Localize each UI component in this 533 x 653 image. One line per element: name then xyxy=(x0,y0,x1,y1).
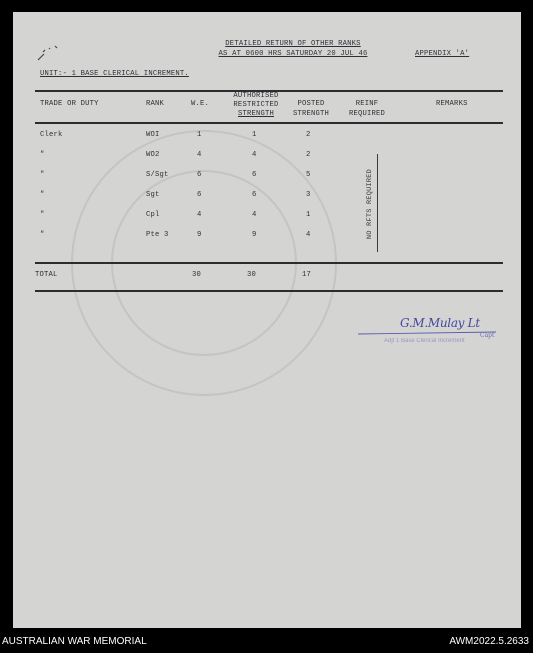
pen-mark xyxy=(35,42,65,64)
header-trade: TRADE OR DUTY xyxy=(40,100,99,108)
cell-trade: " xyxy=(40,231,45,239)
cell-auth: 6 xyxy=(252,171,257,179)
signature-script: G.M.Mulay Lt xyxy=(400,316,480,330)
total-posted: 17 xyxy=(302,271,312,279)
cell-trade: " xyxy=(40,191,45,199)
cell-posted: 5 xyxy=(306,171,311,179)
header-posted2: STRENGTH xyxy=(292,110,330,118)
cell-auth: 1 xyxy=(252,131,257,139)
cell-rank: Pte 3 xyxy=(146,231,169,239)
cell-we: 1 xyxy=(197,131,202,139)
header-rank: RANK xyxy=(146,100,165,108)
reinf-note: NO RFTS REQUIRED xyxy=(366,168,374,240)
cell-auth: 4 xyxy=(252,211,257,219)
cell-trade: " xyxy=(40,171,45,179)
header-auth3: STRENGTH xyxy=(237,110,275,118)
header-auth1: AUTHORISED xyxy=(233,92,279,100)
document-page xyxy=(13,12,521,628)
cell-we: 9 xyxy=(197,231,202,239)
signature-suffix: Capt xyxy=(480,332,495,339)
header-reinf1: REINF xyxy=(355,100,379,108)
cell-rank: Sgt xyxy=(146,191,160,199)
cell-trade: " xyxy=(40,211,45,219)
cell-rank: WOI xyxy=(146,131,160,139)
cell-posted: 3 xyxy=(306,191,311,199)
signature-title: Adjt 1 Base Clerical Increment xyxy=(384,338,465,344)
cell-auth: 4 xyxy=(252,151,257,159)
total-label: TOTAL xyxy=(35,271,58,279)
total-auth: 30 xyxy=(247,271,257,279)
doc-title-line2: AS AT 0600 HRS SATURDAY 20 JUL 46 xyxy=(218,50,368,58)
cell-posted: 2 xyxy=(306,151,311,159)
cell-we: 4 xyxy=(197,211,202,219)
cell-trade: Clerk xyxy=(40,131,63,139)
cell-rank: Cpl xyxy=(146,211,160,219)
total-bottom-rule xyxy=(35,290,503,292)
total-top-rule xyxy=(35,262,503,264)
total-we: 30 xyxy=(192,271,202,279)
header-we: W.E. xyxy=(191,100,210,108)
doc-title-line1: DETAILED RETURN OF OTHER RANKS xyxy=(225,40,361,48)
cell-trade: " xyxy=(40,151,45,159)
reinf-bracket xyxy=(377,154,378,252)
signature xyxy=(356,314,506,350)
cell-posted: 2 xyxy=(306,131,311,139)
cell-we: 6 xyxy=(197,171,202,179)
footer-credit: AUSTRALIAN WAR MEMORIAL xyxy=(2,636,147,647)
unit-label: UNIT:- 1 BASE CLERICAL INCREMENT. xyxy=(40,70,189,78)
cell-auth: 6 xyxy=(252,191,257,199)
cell-auth: 9 xyxy=(252,231,257,239)
header-posted1: POSTED xyxy=(297,100,325,108)
header-reinf2: REQUIRED xyxy=(348,110,386,118)
header-bottom-rule xyxy=(35,122,503,124)
cell-we: 4 xyxy=(197,151,202,159)
cell-posted: 4 xyxy=(306,231,311,239)
header-auth2: RESTRICTED xyxy=(233,101,279,109)
cell-posted: 1 xyxy=(306,211,311,219)
appendix-label: APPENDIX 'A' xyxy=(415,50,470,58)
cell-we: 6 xyxy=(197,191,202,199)
header-remarks: REMARKS xyxy=(436,100,468,108)
cell-rank: WO2 xyxy=(146,151,160,159)
cell-rank: S/Sgt xyxy=(146,171,169,179)
footer-accession: AWM2022.5.2633 xyxy=(449,636,529,647)
